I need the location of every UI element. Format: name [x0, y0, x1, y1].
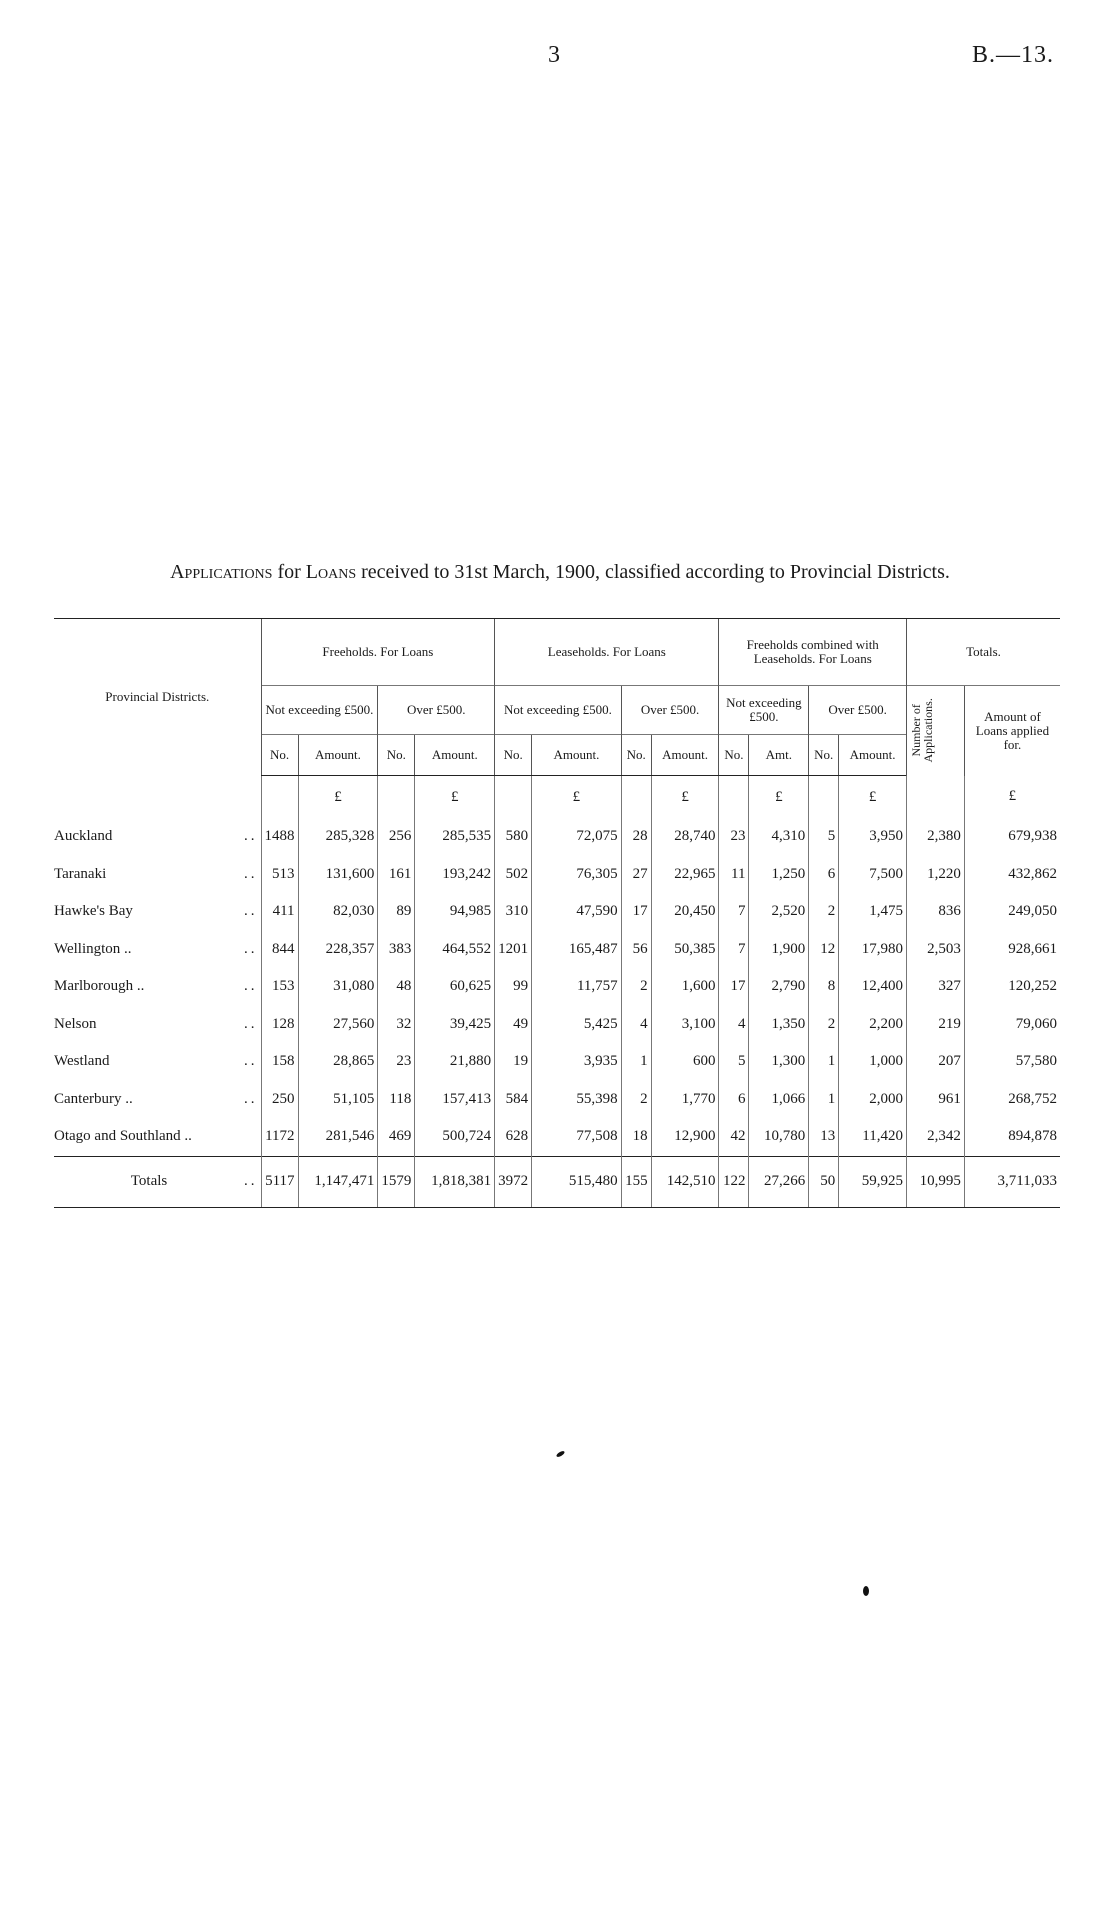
currency-row [54, 776, 1060, 819]
table-row [54, 1081, 1060, 1119]
value-cell: 11,420 [839, 1118, 907, 1156]
value-cell: 12,400 [839, 968, 907, 1006]
header-cb-over: Over £500. [809, 686, 907, 735]
value-cell: 249,050 [964, 893, 1060, 931]
header-no: No. [621, 735, 651, 776]
header-totals: Totals. [907, 619, 1061, 686]
leader-dots: .. [244, 940, 258, 957]
value-cell: 327 [907, 968, 965, 1006]
title-word-for: for [277, 561, 301, 583]
value-cell: 82,030 [298, 893, 378, 931]
value-cell: 5,425 [532, 1006, 622, 1044]
pound-sign: £ [839, 776, 907, 819]
ink-speck [556, 1450, 566, 1458]
value-cell: 99 [495, 968, 532, 1006]
header-lh-not-exceeding: Not exceeding £500. [495, 686, 622, 735]
value-cell: 89 [378, 893, 415, 931]
value-cell: 6 [719, 1081, 749, 1119]
leader-dots: .. [244, 1053, 258, 1070]
value-cell: 3,711,033 [964, 1156, 1060, 1207]
header-no: No. [378, 735, 415, 776]
table-row [54, 856, 1060, 894]
value-cell: 268,752 [964, 1081, 1060, 1119]
value-cell: 844 [261, 931, 298, 969]
value-cell: 11,757 [532, 968, 622, 1006]
district-cell [54, 1006, 261, 1044]
value-cell: 131,600 [298, 856, 378, 894]
value-cell: 56 [621, 931, 651, 969]
header-amount: Amount. [651, 735, 719, 776]
header-combined: Freeholds combined with Leaseholds. For Loans [719, 619, 907, 686]
district-cell [54, 1043, 261, 1081]
pound-sign: £ [532, 776, 622, 819]
district-cell [54, 931, 261, 969]
value-cell: 502 [495, 856, 532, 894]
value-cell: 18 [621, 1118, 651, 1156]
header-fh-not-exceeding: Not exceeding £500. [261, 686, 378, 735]
page-number: 3 [548, 42, 560, 68]
header-amount: Amount. [532, 735, 622, 776]
district-cell [54, 856, 261, 894]
district-cell [54, 1156, 261, 1207]
value-cell: 48 [378, 968, 415, 1006]
value-cell: 7,500 [839, 856, 907, 894]
district-cell [54, 1118, 261, 1156]
value-cell: 679,938 [964, 818, 1060, 856]
header-amount-applied: Amount of Loans applied for. [964, 686, 1060, 776]
value-cell: 4 [719, 1006, 749, 1044]
header-leaseholds: Leaseholds. For Loans [495, 619, 719, 686]
value-cell: 5 [719, 1043, 749, 1081]
value-cell: 72,075 [532, 818, 622, 856]
district-name: Marlborough .. [54, 978, 145, 995]
district-name: Totals [130, 1173, 168, 1189]
value-cell: 1,066 [749, 1081, 809, 1119]
value-cell: 11 [719, 856, 749, 894]
ink-speck [863, 1586, 869, 1596]
leader-dots: .. [244, 828, 258, 845]
district-name: Nelson [54, 1015, 97, 1032]
header-lh-over: Over £500. [621, 686, 719, 735]
value-cell: 1 [621, 1043, 651, 1081]
value-cell: 2 [621, 968, 651, 1006]
district-cell [54, 893, 261, 931]
value-cell: 193,242 [415, 856, 495, 894]
district-cell [54, 818, 261, 856]
leader-dots: .. [244, 1090, 258, 1107]
value-cell: 47,590 [532, 893, 622, 931]
leader-dots: .. [244, 978, 258, 995]
value-cell: 2 [621, 1081, 651, 1119]
pound-sign: £ [964, 776, 1060, 819]
value-cell: 28 [621, 818, 651, 856]
value-cell: 32 [378, 1006, 415, 1044]
value-cell: 23 [378, 1043, 415, 1081]
value-cell: 57,580 [964, 1043, 1060, 1081]
value-cell: 142,510 [651, 1156, 719, 1207]
table-row [54, 931, 1060, 969]
value-cell: 2,380 [907, 818, 965, 856]
value-cell: 42 [719, 1118, 749, 1156]
pound-sign: £ [651, 776, 719, 819]
value-cell: 22,965 [651, 856, 719, 894]
value-cell: 2,200 [839, 1006, 907, 1044]
value-cell: 23 [719, 818, 749, 856]
leader-dots: .. [244, 865, 258, 882]
value-cell: 12,900 [651, 1118, 719, 1156]
header-amt: Amt. [749, 735, 809, 776]
value-cell: 1,770 [651, 1081, 719, 1119]
value-cell: 2 [809, 1006, 839, 1044]
value-cell: 19 [495, 1043, 532, 1081]
value-cell: 161 [378, 856, 415, 894]
value-cell: 28,865 [298, 1043, 378, 1081]
header-district: Provincial Districts. [54, 619, 261, 776]
header-amount: Amount. [839, 735, 907, 776]
header-no: No. [495, 735, 532, 776]
value-cell: 1172 [261, 1118, 298, 1156]
value-cell: 7 [719, 931, 749, 969]
value-cell: 157,413 [415, 1081, 495, 1119]
table-row [54, 1043, 1060, 1081]
value-cell: 2,000 [839, 1081, 907, 1119]
table-row [54, 893, 1060, 931]
value-cell: 50 [809, 1156, 839, 1207]
value-cell: 207 [907, 1043, 965, 1081]
district-name: Wellington .. [54, 940, 132, 957]
value-cell: 2 [809, 893, 839, 931]
value-cell: 17 [621, 893, 651, 931]
district-name: Taranaki [54, 865, 107, 882]
value-cell: 50,385 [651, 931, 719, 969]
value-cell: 153 [261, 968, 298, 1006]
value-cell: 894,878 [964, 1118, 1060, 1156]
value-cell: 31,080 [298, 968, 378, 1006]
value-cell: 3,935 [532, 1043, 622, 1081]
value-cell: 1 [809, 1081, 839, 1119]
value-cell: 1,818,381 [415, 1156, 495, 1207]
table-row [54, 1006, 1060, 1044]
district-name: Hawke's Bay [54, 903, 133, 920]
value-cell: 5117 [261, 1156, 298, 1207]
leader-dots: .. [244, 1173, 258, 1189]
value-cell: 122 [719, 1156, 749, 1207]
value-cell: 165,487 [532, 931, 622, 969]
value-cell: 1579 [378, 1156, 415, 1207]
value-cell: 12 [809, 931, 839, 969]
value-cell: 1,250 [749, 856, 809, 894]
value-cell: 4 [621, 1006, 651, 1044]
value-cell: 77,508 [532, 1118, 622, 1156]
table-row [54, 818, 1060, 856]
value-cell: 580 [495, 818, 532, 856]
value-cell: 515,480 [532, 1156, 622, 1207]
leader-dots: .. [244, 1015, 258, 1032]
value-cell: 60,625 [415, 968, 495, 1006]
value-cell: 27 [621, 856, 651, 894]
header-num-applications [907, 686, 965, 776]
value-cell: 17,980 [839, 931, 907, 969]
value-cell: 250 [261, 1081, 298, 1119]
district-name: Canterbury .. [54, 1090, 133, 1107]
value-cell: 8 [809, 968, 839, 1006]
value-cell: 836 [907, 893, 965, 931]
value-cell: 27,266 [749, 1156, 809, 1207]
value-cell: 10,995 [907, 1156, 965, 1207]
value-cell: 59,925 [839, 1156, 907, 1207]
value-cell: 1,300 [749, 1043, 809, 1081]
table-row [54, 968, 1060, 1006]
value-cell: 2,342 [907, 1118, 965, 1156]
value-cell: 961 [907, 1081, 965, 1119]
table-row [54, 1118, 1060, 1156]
title-rest: received to 31st March, 1900, classified according to Provincial Districts. [361, 561, 950, 583]
value-cell: 17 [719, 968, 749, 1006]
value-cell: 1,220 [907, 856, 965, 894]
value-cell: 13 [809, 1118, 839, 1156]
header-fh-over: Over £500. [378, 686, 495, 735]
value-cell: 49 [495, 1006, 532, 1044]
header-no: No. [809, 735, 839, 776]
table-title [80, 560, 1040, 584]
value-cell: 3972 [495, 1156, 532, 1207]
value-cell: 285,535 [415, 818, 495, 856]
value-cell: 411 [261, 893, 298, 931]
value-cell: 1,600 [651, 968, 719, 1006]
value-cell: 7 [719, 893, 749, 931]
value-cell: 383 [378, 931, 415, 969]
header-no: No. [719, 735, 749, 776]
value-cell: 20,450 [651, 893, 719, 931]
value-cell: 500,724 [415, 1118, 495, 1156]
value-cell: 76,305 [532, 856, 622, 894]
value-cell: 28,740 [651, 818, 719, 856]
num-applications-label: Number of Applications. [909, 698, 935, 763]
header-freeholds: Freeholds. For Loans [261, 619, 495, 686]
value-cell: 432,862 [964, 856, 1060, 894]
value-cell: 928,661 [964, 931, 1060, 969]
value-cell: 1,147,471 [298, 1156, 378, 1207]
value-cell: 51,105 [298, 1081, 378, 1119]
value-cell: 1 [809, 1043, 839, 1081]
district-name: Auckland [54, 828, 113, 845]
value-cell: 21,880 [415, 1043, 495, 1081]
district-name: Otago and Southland .. [54, 1128, 192, 1145]
value-cell: 3,950 [839, 818, 907, 856]
value-cell: 256 [378, 818, 415, 856]
value-cell: 1488 [261, 818, 298, 856]
value-cell: 155 [621, 1156, 651, 1207]
value-cell: 285,328 [298, 818, 378, 856]
value-cell: 5 [809, 818, 839, 856]
value-cell: 120,252 [964, 968, 1060, 1006]
value-cell: 128 [261, 1006, 298, 1044]
loans-table [54, 618, 1060, 1208]
value-cell: 94,985 [415, 893, 495, 931]
district-cell [54, 1081, 261, 1119]
value-cell: 6 [809, 856, 839, 894]
header-cb-not-exceeding: Not exceeding £500. [719, 686, 809, 735]
value-cell: 584 [495, 1081, 532, 1119]
totals-row [54, 1156, 1060, 1207]
value-cell: 469 [378, 1118, 415, 1156]
value-cell: 1,000 [839, 1043, 907, 1081]
value-cell: 219 [907, 1006, 965, 1044]
pound-sign: £ [298, 776, 378, 819]
title-word-applications: Applications [170, 561, 273, 583]
value-cell: 1,475 [839, 893, 907, 931]
value-cell: 2,503 [907, 931, 965, 969]
value-cell: 628 [495, 1118, 532, 1156]
value-cell: 27,560 [298, 1006, 378, 1044]
value-cell: 281,546 [298, 1118, 378, 1156]
value-cell: 3,100 [651, 1006, 719, 1044]
value-cell: 2,520 [749, 893, 809, 931]
title-word-loans: Loans [305, 561, 357, 583]
document-reference: B.—13. [971, 42, 1054, 68]
value-cell: 79,060 [964, 1006, 1060, 1044]
leader-dots: .. [244, 903, 258, 920]
pound-sign: £ [415, 776, 495, 819]
value-cell: 39,425 [415, 1006, 495, 1044]
value-cell: 4,310 [749, 818, 809, 856]
pound-sign: £ [749, 776, 809, 819]
value-cell: 118 [378, 1081, 415, 1119]
district-name: Westland [54, 1053, 110, 1070]
value-cell: 310 [495, 893, 532, 931]
value-cell: 513 [261, 856, 298, 894]
value-cell: 10,780 [749, 1118, 809, 1156]
value-cell: 1,900 [749, 931, 809, 969]
value-cell: 1,350 [749, 1006, 809, 1044]
value-cell: 55,398 [532, 1081, 622, 1119]
value-cell: 2,790 [749, 968, 809, 1006]
value-cell: 158 [261, 1043, 298, 1081]
header-amount: Amount. [298, 735, 378, 776]
header-amount: Amount. [415, 735, 495, 776]
value-cell: 228,357 [298, 931, 378, 969]
value-cell: 600 [651, 1043, 719, 1081]
value-cell: 464,552 [415, 931, 495, 969]
district-cell [54, 968, 261, 1006]
value-cell: 1201 [495, 931, 532, 969]
header-no: No. [261, 735, 298, 776]
